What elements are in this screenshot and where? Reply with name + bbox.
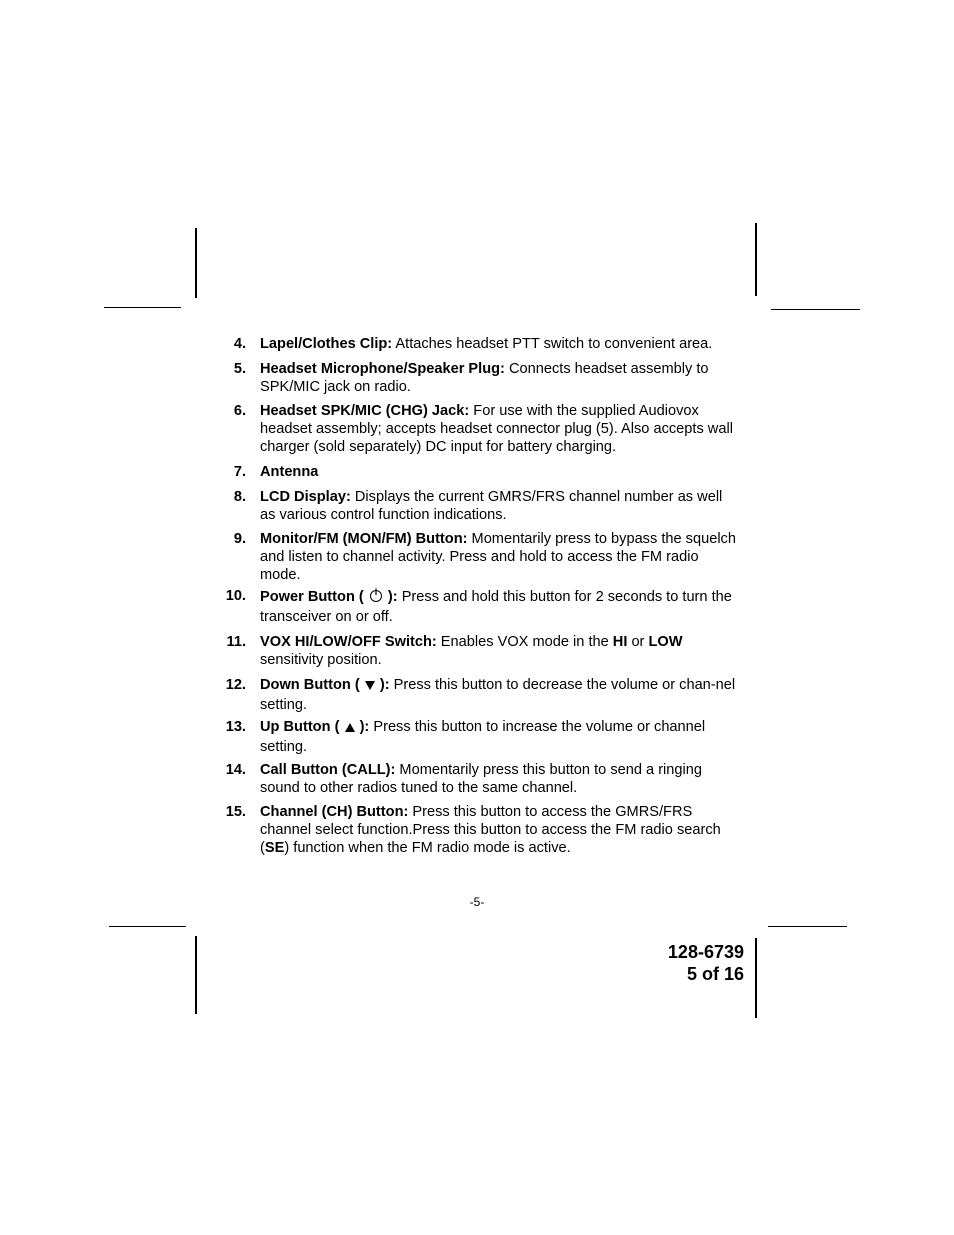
term-label: Call Button (CALL):	[260, 762, 396, 778]
term-label: Headset Microphone/Speaker Plug:	[260, 361, 505, 377]
power-icon	[364, 587, 388, 608]
list-item	[223, 463, 738, 481]
list-item-text	[260, 718, 738, 756]
list-item-text	[260, 360, 738, 396]
list-item	[223, 718, 738, 756]
list-item-number: 14.	[225, 762, 246, 778]
term-label: Down Button (	[260, 677, 360, 693]
term-label: VOX HI/LOW/OFF Switch:	[260, 634, 437, 650]
crop-mark-bottom-left-vertical	[195, 936, 197, 1014]
term-label: LOW	[648, 634, 683, 650]
term-label: Channel (CH) Button:	[260, 804, 409, 820]
description-text: Enables VOX mode in the	[436, 634, 613, 650]
list-item-number: 9.	[233, 531, 246, 547]
term-label: ):	[379, 677, 390, 693]
term-label: ):	[387, 589, 398, 605]
list-item	[223, 360, 738, 396]
crop-mark-bottom-right-horizontal	[768, 926, 847, 927]
up-triangle-icon	[339, 720, 359, 738]
description-text: For use with the supplied Audiovox headset assembly; accepts headset connector plug (5). Also accepts wall charger (sold separately) DC input for battery charging.	[260, 403, 733, 455]
page-number: -5-	[469, 895, 485, 909]
document-number: 128-6739	[667, 942, 744, 962]
list-item-text	[260, 761, 738, 797]
list-item-number: 10.	[225, 588, 246, 604]
term-label: Lapel/Clothes Clip:	[260, 336, 393, 352]
page-count: 5 of 16	[686, 964, 744, 984]
list-item	[223, 530, 738, 584]
term-label: Antenna	[260, 464, 319, 480]
list-item	[223, 587, 738, 626]
description-text: Attaches headset PTT switch to convenient area.	[392, 336, 713, 352]
crop-mark-bottom-right-vertical	[755, 938, 757, 1018]
term-label: SE	[264, 840, 285, 856]
crop-mark-bottom-left-horizontal	[109, 926, 186, 927]
description-text: Momentarily press this button to send a ringing sound to other radios tuned to the same channel.	[260, 762, 703, 796]
down-triangle-icon	[360, 678, 380, 696]
list-item-text	[260, 402, 738, 456]
list-item-number: 15.	[225, 804, 246, 820]
description-text: Press this button to increase the volume or channel setting.	[260, 719, 706, 755]
term-label: ):	[359, 719, 370, 735]
list-item-number: 11.	[226, 634, 246, 650]
list-item	[223, 402, 738, 456]
list-item-text	[260, 803, 738, 857]
list-item	[223, 488, 738, 524]
list-item-text	[260, 587, 738, 626]
list-item-number: 7.	[233, 464, 246, 480]
description-text: Press and hold this button for 2 seconds to turn the transceiver on or off.	[260, 589, 732, 625]
list-item-number: 13.	[225, 719, 246, 735]
term-label: Monitor/FM (MON/FM) Button:	[260, 531, 468, 547]
term-label: LCD Display:	[260, 489, 351, 505]
list-item	[223, 335, 738, 353]
crop-mark-top-left-horizontal	[104, 307, 181, 308]
description-text: Connects headset assembly to SPK/MIC jack on radio.	[260, 361, 709, 395]
list-item	[223, 633, 738, 669]
term-label: Power Button (	[260, 589, 364, 605]
list-item-text	[260, 676, 738, 714]
list-item-number: 4.	[233, 336, 246, 352]
description-text: or	[627, 634, 649, 650]
list-item	[223, 761, 738, 797]
list-item-text	[260, 463, 738, 481]
term-label: Up Button (	[260, 719, 340, 735]
crop-mark-top-right-horizontal	[771, 309, 860, 310]
description-text: Press this button to access the GMRS/FRS channel select function.Press this button to access the FM radio search (	[260, 804, 721, 856]
crop-mark-top-right-vertical	[755, 223, 757, 296]
term-label: HI	[612, 634, 628, 650]
crop-mark-top-left-vertical	[195, 228, 197, 298]
description-text: Momentarily press to bypass the squelch and listen to channel activity. Press and hold to access the FM radio mode.	[260, 531, 736, 583]
description-text: sensitivity position.	[260, 652, 382, 668]
list-item	[223, 803, 738, 857]
list-item-number: 5.	[233, 361, 246, 377]
list-item-number: 6.	[233, 403, 246, 419]
list-item-text	[260, 488, 738, 524]
list-item-text	[260, 633, 738, 669]
list-item-number: 8.	[233, 489, 246, 505]
description-text: ) function when the FM radio mode is active.	[284, 840, 571, 856]
list-item	[223, 676, 738, 714]
list-item-number: 12.	[225, 677, 246, 693]
list-item-text	[260, 530, 738, 584]
term-label: Headset SPK/MIC (CHG) Jack:	[260, 403, 470, 419]
description-text: Displays the current GMRS/FRS channel number as well as various control function indications.	[260, 489, 723, 523]
description-text: Press this button to decrease the volume or chan-nel setting.	[260, 677, 736, 713]
list-item-text	[260, 335, 738, 353]
